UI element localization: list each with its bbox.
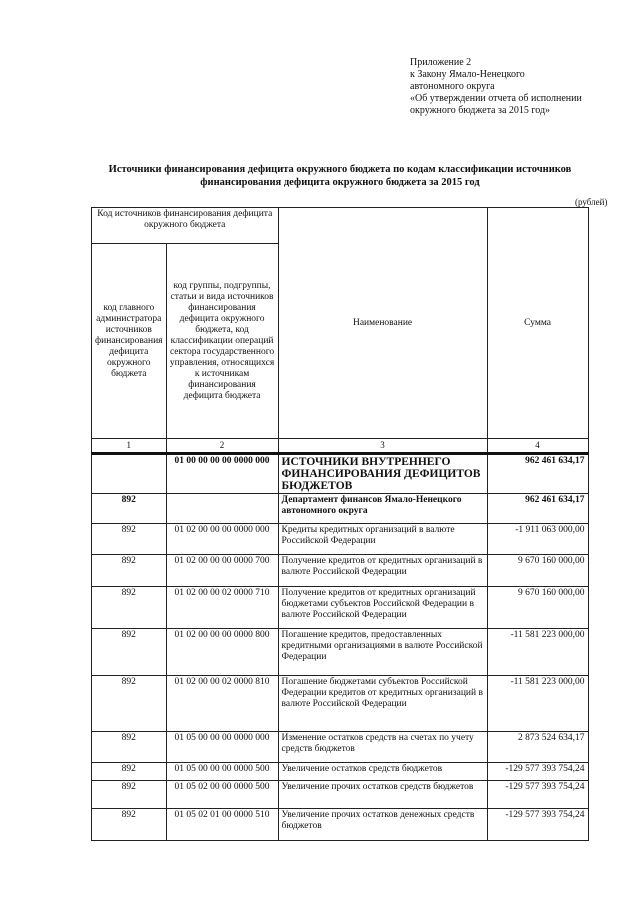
cell-admin (92, 454, 167, 494)
column-number: 4 (487, 439, 588, 454)
table-row (92, 629, 589, 676)
cell-admin: 892 (92, 732, 167, 763)
cell-name: Департамент финансов Ямало-Ненецкого автономного округа (278, 494, 487, 524)
cell-code: 01 05 00 00 00 0000 000 (166, 732, 278, 763)
table-row (92, 555, 589, 587)
appendix-block (410, 57, 630, 117)
header-code-group: Код источников финансирования дефицита окружного бюджета (92, 208, 279, 244)
table-row (92, 781, 589, 809)
table-row (92, 763, 589, 781)
column-number: 1 (92, 439, 167, 454)
header-admin-code: код главного администратора источников финансирования дефицита окружного бюджета (92, 244, 167, 439)
appendix-line: Приложение 2 (410, 57, 472, 68)
cell-name: ИСТОЧНИКИ ВНУТРЕННЕГО ФИНАНСИРОВАНИЯ ДЕФИЦИТОВ БЮДЖЕТОВ (278, 454, 487, 494)
cell-sum: 9 670 160 000,00 (487, 555, 588, 587)
cell-admin: 892 (92, 555, 167, 587)
cell-admin: 892 (92, 494, 167, 524)
header-sum: Сумма (487, 208, 588, 439)
column-number: 2 (166, 439, 278, 454)
cell-code: 01 02 00 00 00 0000 700 (166, 555, 278, 587)
cell-code: 01 02 00 00 02 0000 710 (166, 587, 278, 629)
cell-sum: -1 911 063 000,00 (487, 524, 588, 555)
cell-admin: 892 (92, 781, 167, 809)
cell-sum: 962 461 634,17 (487, 494, 588, 524)
cell-code: 01 05 02 00 00 0000 500 (166, 781, 278, 809)
cell-name: Кредиты кредитных организаций в валюте Российской Федерации (278, 524, 487, 555)
table-row (92, 809, 589, 841)
units-label: (рублей) (575, 197, 608, 207)
cell-code: 01 02 00 00 00 0000 800 (166, 629, 278, 676)
cell-name: Получение кредитов от кредитных организаций бюджетами субъектов Российской Федерации в валюте Российской Федерации (278, 587, 487, 629)
cell-code (166, 494, 278, 524)
cell-name: Изменение остатков средств на счетах по учету средств бюджетов (278, 732, 487, 763)
cell-name: Увеличение прочих остатков средств бюджетов (278, 781, 487, 809)
cell-name: Погашение бюджетами субъектов Российской Федерации кредитов от кредитных организаций в валюте Российской Федерации (278, 676, 487, 732)
cell-code: 01 05 02 01 00 0000 510 (166, 809, 278, 841)
header-source-code: код группы, подгруппы, статьи и вида источников финансирования дефицита окружного бюджета, код классификации операций сектора государственного управления, относящихся к источникам финансирования дефицита бюджета (166, 244, 278, 439)
cell-name: Погашение кредитов, предоставленных кредитными организациями в валюте Российской Федерации (278, 629, 487, 676)
title-line-2: финансирования дефицита окружного бюджета за 2015 год (200, 177, 480, 188)
column-numbers-row (92, 439, 589, 454)
cell-admin: 892 (92, 676, 167, 732)
cell-sum: -129 577 393 754,24 (487, 809, 588, 841)
cell-admin: 892 (92, 809, 167, 841)
table-row (92, 494, 589, 524)
cell-name: Увеличение прочих остатков денежных средств бюджетов (278, 809, 487, 841)
cell-sum: -11 581 223 000,00 (487, 629, 588, 676)
table-row (92, 524, 589, 555)
appendix-line: к Закону Ямало-Ненецкого (410, 69, 525, 80)
appendix-line: автономного округа (410, 81, 495, 92)
cell-code: 01 02 00 00 02 0000 810 (166, 676, 278, 732)
cell-sum: 9 670 160 000,00 (487, 587, 588, 629)
cell-admin: 892 (92, 629, 167, 676)
table-row (92, 454, 589, 494)
title-line-1: Источники финансирования дефицита окружного бюджета по кодам классификации источников (108, 164, 572, 175)
cell-code: 01 00 00 00 00 0000 000 (166, 454, 278, 494)
table-row (92, 587, 589, 629)
cell-sum: 2 873 524 634,17 (487, 732, 588, 763)
cell-admin: 892 (92, 763, 167, 781)
cell-admin: 892 (92, 524, 167, 555)
column-number: 3 (278, 439, 487, 454)
cell-name: Получение кредитов от кредитных организаций в валюте Российской Федерации (278, 555, 487, 587)
appendix-line: «Об утверждении отчета об исполнении (410, 93, 582, 104)
table-row (92, 732, 589, 763)
cell-sum: -129 577 393 754,24 (487, 763, 588, 781)
appendix-line: окружного бюджета за 2015 год» (410, 105, 551, 116)
cell-name: Увеличение остатков средств бюджетов (278, 763, 487, 781)
header-name: Наименование (278, 208, 487, 439)
cell-sum: -11 581 223 000,00 (487, 676, 588, 732)
sources-table (91, 207, 589, 841)
cell-code: 01 05 00 00 00 0000 500 (166, 763, 278, 781)
table-row (92, 676, 589, 732)
document-title (100, 163, 580, 189)
cell-code: 01 02 00 00 00 0000 000 (166, 524, 278, 555)
cell-sum: 962 461 634,17 (487, 454, 588, 494)
cell-sum: -129 577 393 754,24 (487, 781, 588, 809)
table-header-row (92, 208, 589, 244)
cell-admin: 892 (92, 587, 167, 629)
